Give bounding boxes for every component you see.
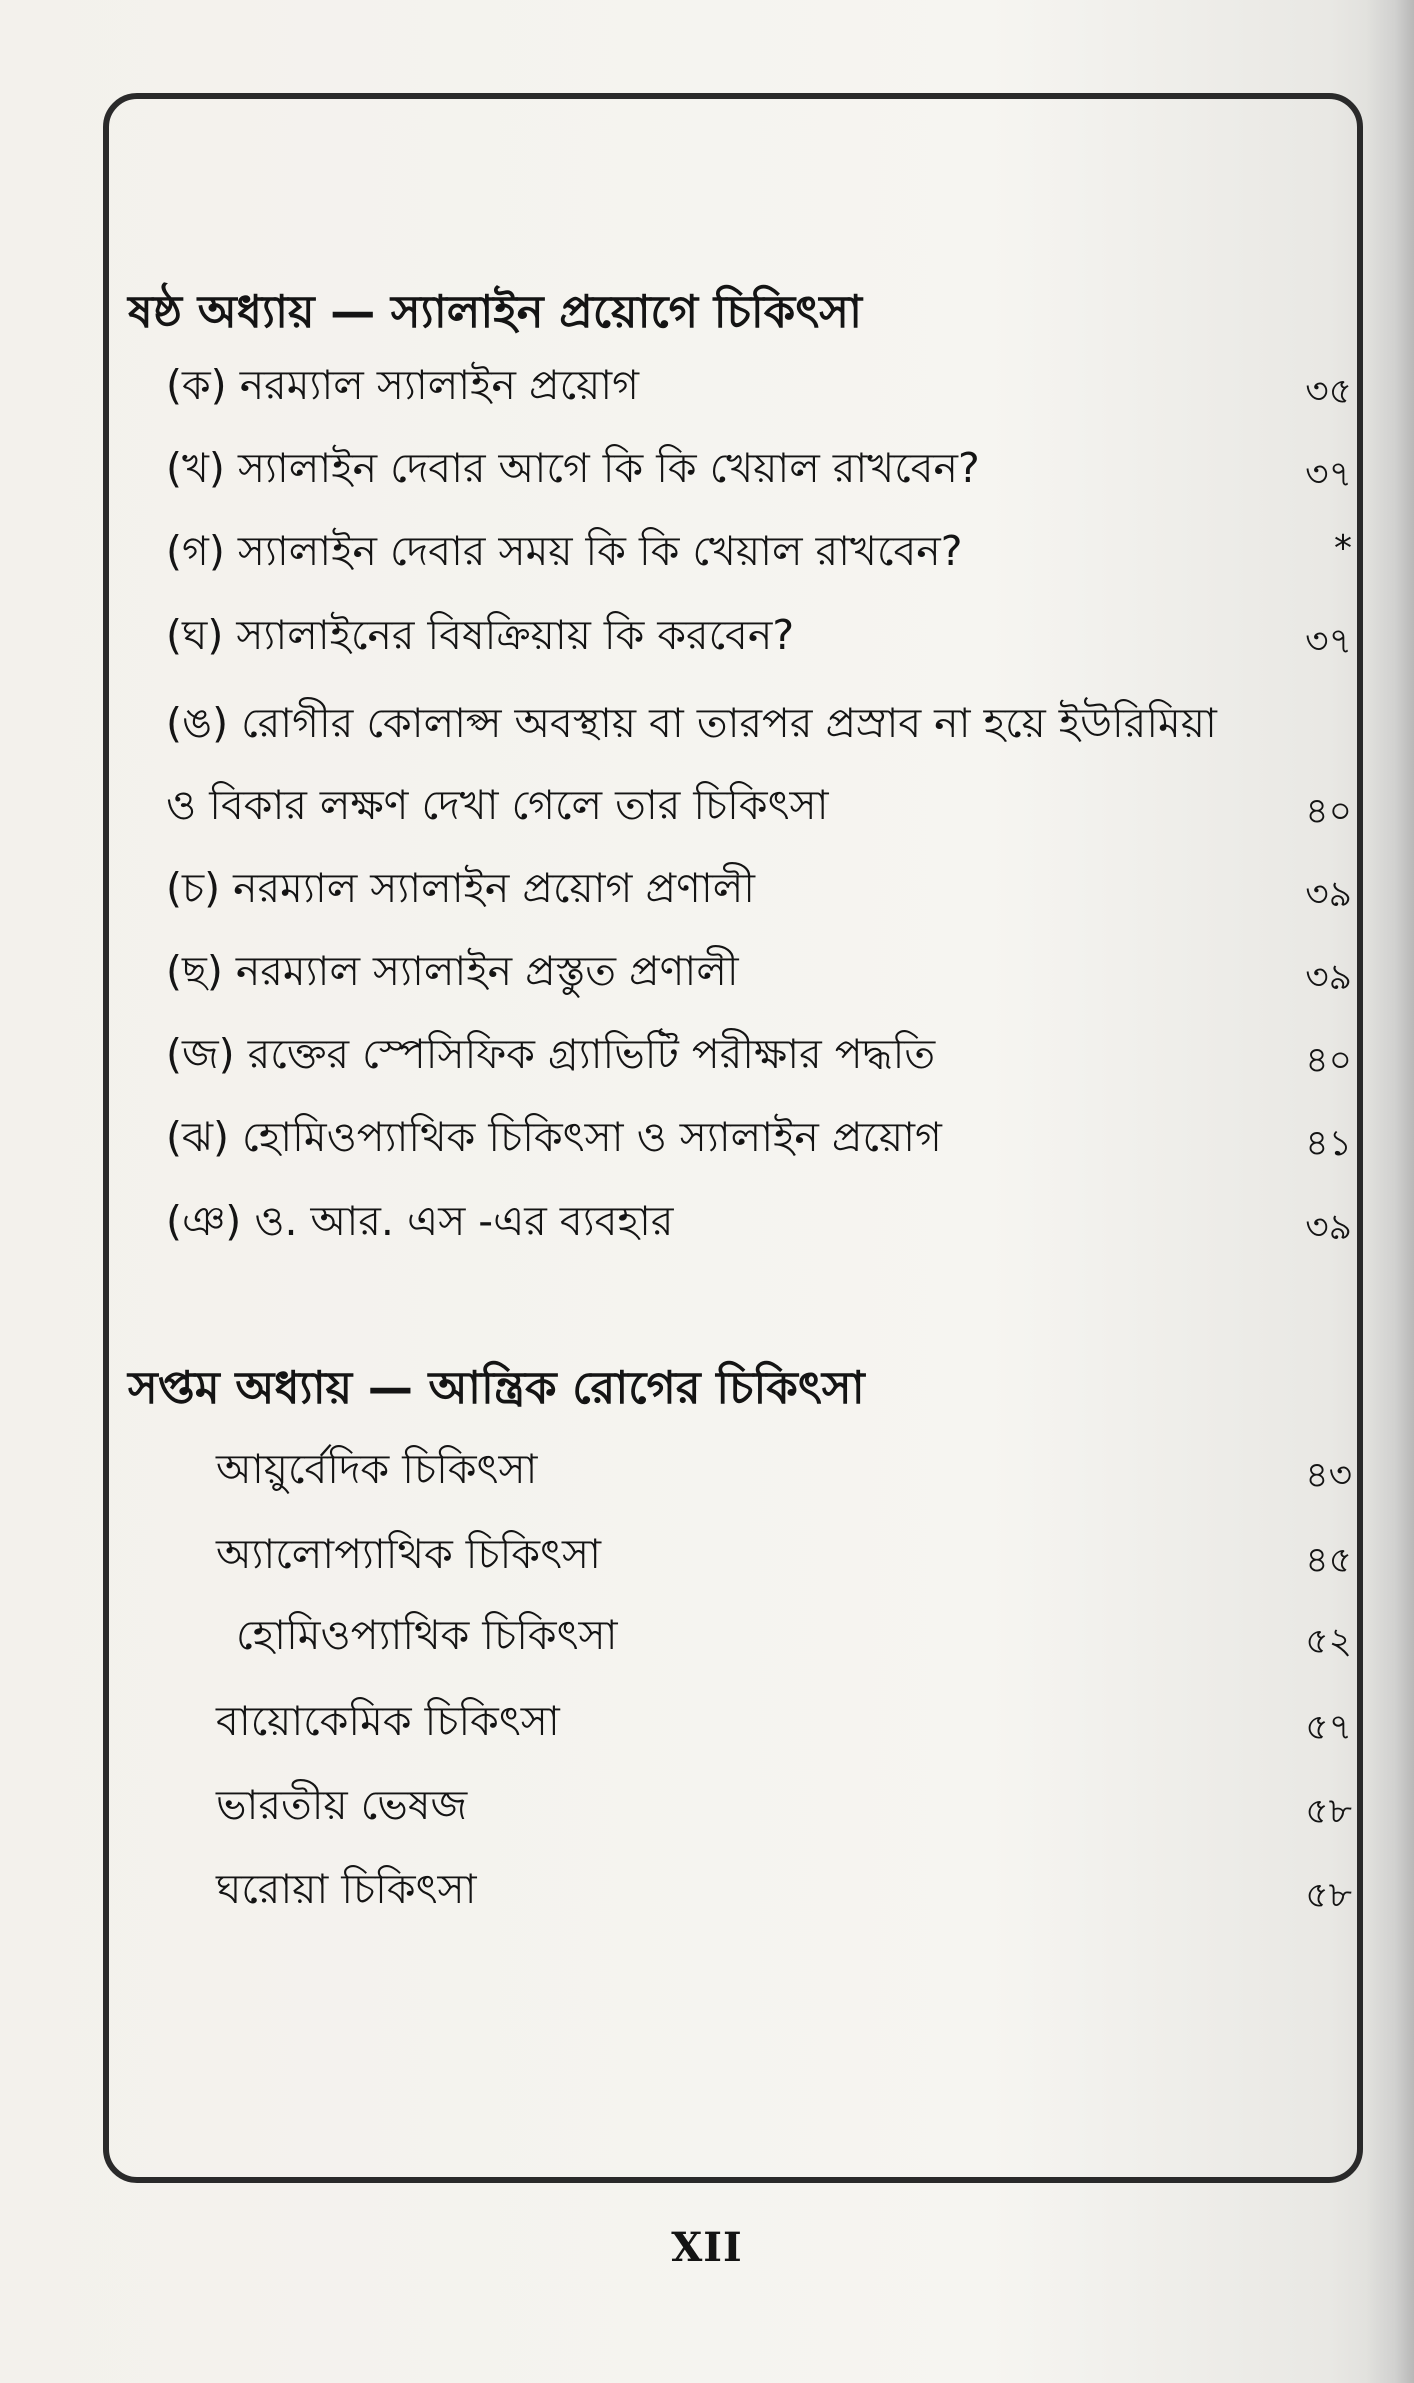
toc-entry-label: (ঘ) স্যালাইনের বিষক্রিয়ায় কি করবেন?	[166, 611, 795, 659]
toc-entry-page: ৫২	[1305, 1621, 1352, 1662]
toc-entry-label: আয়ুর্বেদিক চিকিৎসা	[216, 1445, 538, 1493]
toc-entry-page: ৩৫	[1305, 371, 1352, 412]
toc-entry-page: ৩৭	[1305, 454, 1352, 495]
toc-entry-label: (ছ) নরম্যাল স্যালাইন প্রস্তুত প্রণালী	[166, 947, 739, 995]
toc-entry-page: ৩৯	[1305, 1207, 1352, 1248]
toc-entry-label: ভারতীয় ভেষজ	[216, 1781, 468, 1829]
toc-entry-page: ৪১	[1305, 1123, 1352, 1164]
toc-entry-page: ৫৮	[1305, 1791, 1352, 1832]
toc-entry-page: ৩৭	[1305, 621, 1352, 662]
toc-entry-page: ৪৫	[1305, 1540, 1352, 1581]
toc-entry-label: হোমিওপ্যাথিক চিকিৎসা	[236, 1611, 618, 1659]
toc-entry-page: *	[1334, 528, 1352, 569]
toc-entry-page: ৪০	[1305, 791, 1352, 832]
toc-entry-label: ও বিকার লক্ষণ দেখা গেলে তার চিকিৎসা	[166, 781, 829, 829]
toc-entry-page: ৩৯	[1305, 957, 1352, 998]
toc-entry-label: (গ) স্যালাইন দেবার সময় কি কি খেয়াল রাখবেন?	[166, 527, 963, 575]
page-number: XII	[671, 2224, 743, 2271]
toc-entry-label: (চ) নরম্যাল স্যালাইন প্রয়োগ প্রণালী	[166, 864, 756, 912]
toc-entry-page: ৫৭	[1305, 1707, 1352, 1748]
page-edge-shadow	[1366, 0, 1414, 2383]
toc-entry-label: অ্যালোপ্যাথিক চিকিৎসা	[216, 1530, 601, 1578]
toc-entry-page: ৪৩	[1305, 1455, 1352, 1496]
section-heading-chapter-7: সপ্তম অধ্যায় — আন্ত্রিক রোগের চিকিৎসা	[128, 1361, 865, 1414]
toc-entry-page: ৩৯	[1305, 874, 1352, 915]
toc-entry-label: ঘরোয়া চিকিৎসা	[216, 1865, 477, 1913]
toc-entry-label: বায়োকেমিক চিকিৎসা	[216, 1697, 560, 1745]
toc-entry-label: (জ) রক্তের স্পেসিফিক গ্র্যাভিটি পরীক্ষার পদ্ধতি	[166, 1030, 936, 1078]
toc-entry-page: ৫৮	[1305, 1875, 1352, 1916]
section-heading-chapter-6: ষষ্ঠ অধ্যায় — স্যালাইন প্রয়োগে চিকিৎসা	[128, 285, 863, 338]
toc-entry-label: (ক) নরম্যাল স্যালাইন প্রয়োগ	[166, 361, 639, 409]
toc-entry-label: (খ) স্যালাইন দেবার আগে কি কি খেয়াল রাখবেন?	[166, 444, 980, 492]
toc-entry-page: ৪০	[1305, 1040, 1352, 1081]
toc-entry-label: (ঞ) ও. আর. এস -এর ব্যবহার	[166, 1197, 674, 1245]
toc-entry-label: (ঝ) হোমিওপ্যাথিক চিকিৎসা ও স্যালাইন প্রয়োগ	[166, 1113, 942, 1161]
toc-entry-label: (ঙ) রোগীর কোলাপ্স অবস্থায় বা তারপর প্রস্রাব না হয়ে ইউরিমিয়া	[166, 699, 1217, 747]
